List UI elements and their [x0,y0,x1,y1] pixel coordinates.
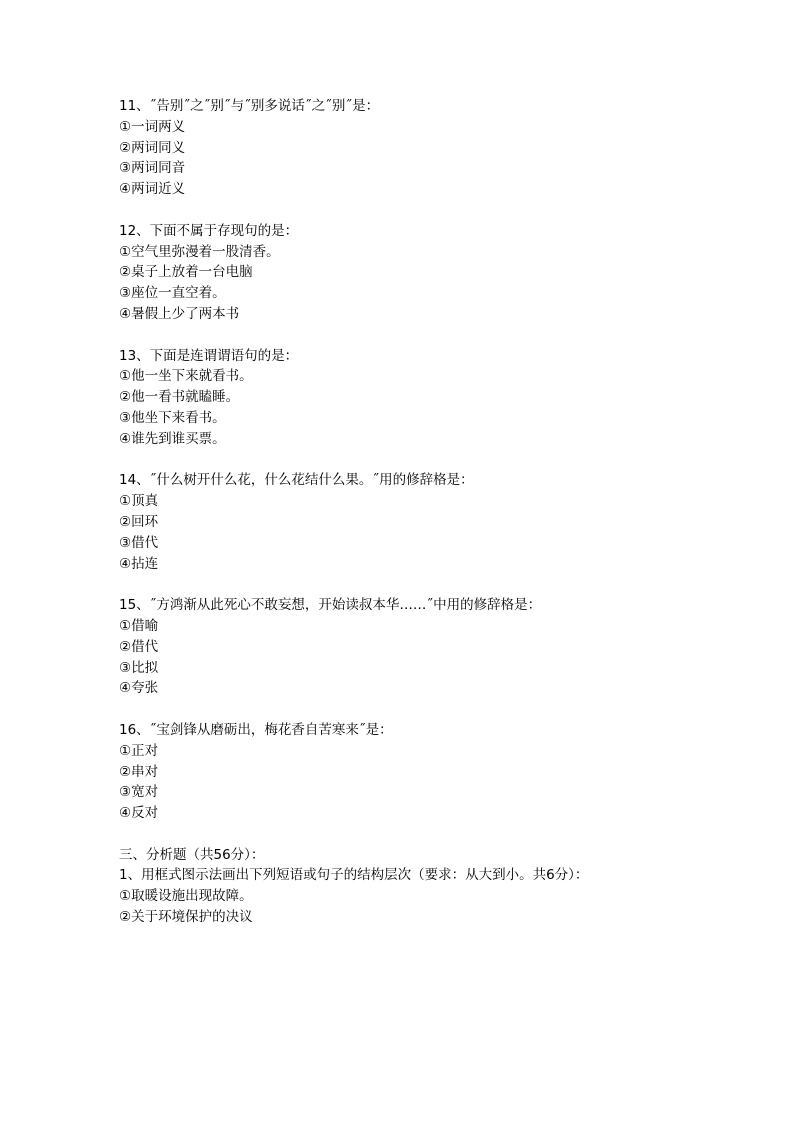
section-instruction: 1、用框式图示法画出下列短语或句子的结构层次（要求：从大到小。共6分）： [119,867,589,884]
question-stem: 16、˝宝剑锋从磨砺出，梅花香自苦寒来˝是： [119,721,393,738]
question-option: ①顶真 [119,493,159,510]
question-option: ④谁先到谁买票。 [119,430,226,447]
question-option: ②串对 [119,763,159,780]
question-stem: 15、˝方鸿渐从此死心不敢妄想，开始读叔本华……˝中用的修辞格是： [119,597,542,614]
question-stem: 11、˝告别˝之˝别˝与˝别多说话˝之˝别˝是： [119,98,380,114]
question-option: ④拈连 [119,555,159,572]
question-option: ①空气里弥漫着一股清香。 [119,243,280,260]
question-option: ②回环 [119,513,159,530]
question-option: ②借代 [119,638,159,655]
analysis-item: ①取暖设施出现故障。 [119,888,253,905]
section-heading: 三、分析题（共56分）： [119,846,265,863]
question-option: ③借代 [119,534,159,551]
section-analysis [119,845,779,928]
question-option: ①一词两义 [119,118,186,135]
question-16 [119,720,779,824]
question-option: ③两词同音 [119,160,186,177]
question-option: ②桌子上放着一台电脑 [119,264,253,281]
question-stem: 14、˝什么树开什么花，什么花结什么果。˝用的修辞格是： [119,472,474,489]
question-option: ③宽对 [119,784,159,801]
question-option: ④两词近义 [119,181,186,198]
question-option: ④反对 [119,805,159,822]
document-page [119,96,779,928]
question-14 [119,470,779,574]
question-option: ③座位一直空着。 [119,285,226,302]
question-stem: 12、下面不属于存现句的是： [119,222,299,239]
question-13 [119,346,779,450]
question-12 [119,221,779,325]
question-option: ①借喻 [119,617,159,634]
question-15 [119,595,779,699]
question-option: ②他一看书就瞌睡。 [119,389,240,406]
question-option: ①他一坐下来就看书。 [119,368,253,385]
question-option: ④夸张 [119,680,159,697]
question-stem: 13、下面是连谓谓语句的是： [119,347,299,364]
question-option: ③比拟 [119,659,159,676]
analysis-item: ②关于环境保护的决议 [119,909,253,926]
question-option: ①正对 [119,742,159,759]
question-11 [119,96,779,200]
question-option: ②两词同义 [119,139,186,156]
question-option: ④暑假上少了两本书 [119,305,240,322]
question-option: ③他坐下来看书。 [119,409,226,426]
